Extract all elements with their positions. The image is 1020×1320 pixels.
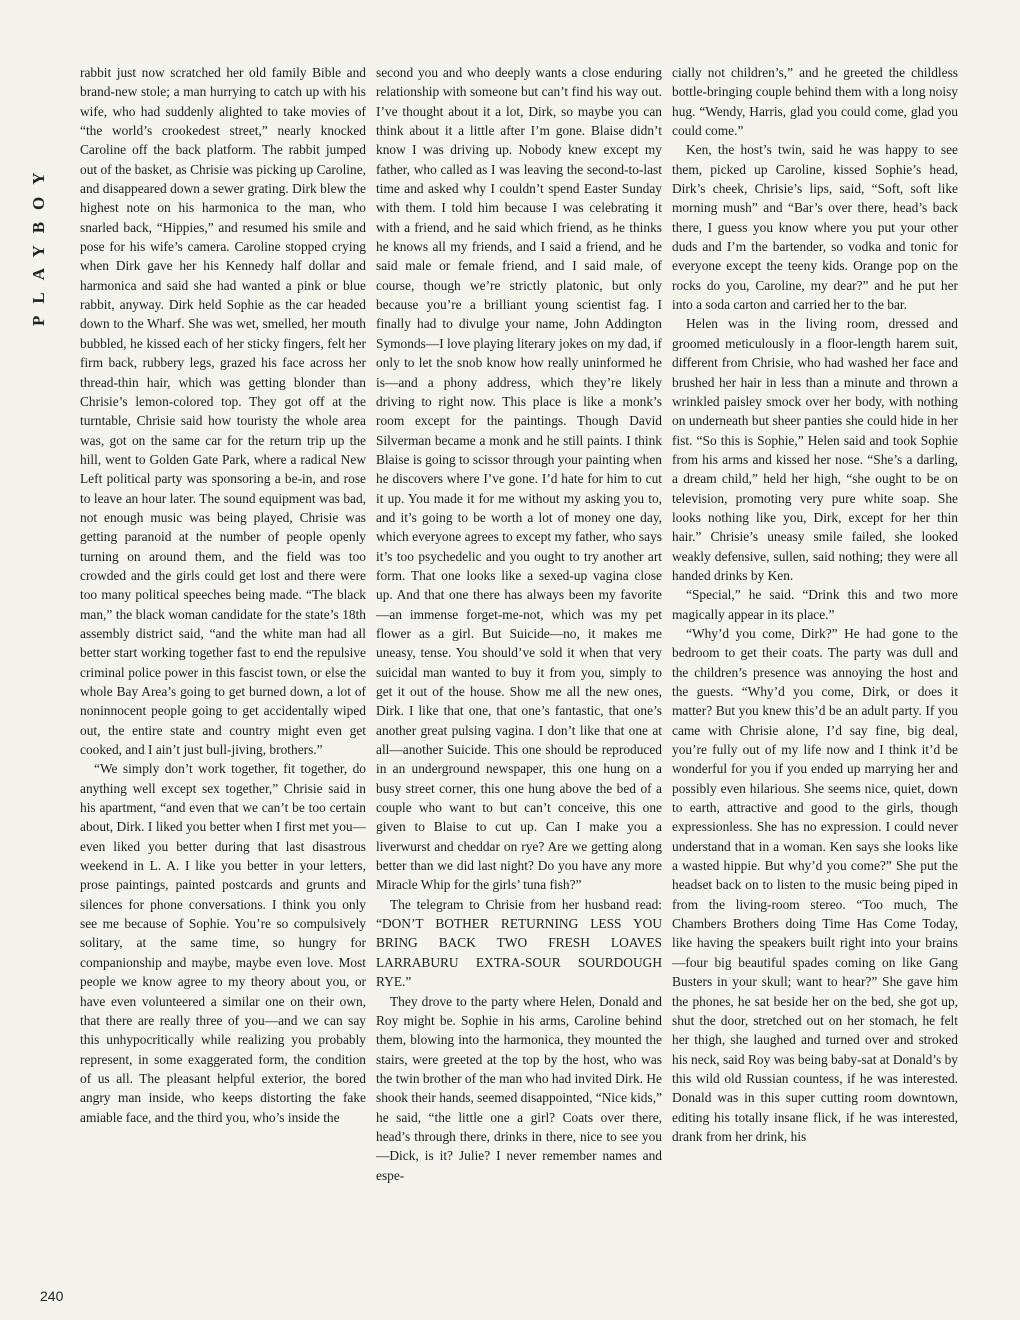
- paragraph: second you and who deeply wants a close enduring relationship with someone but can’t find his way out. I’ve thought about it a lot, Dirk, so maybe you can think about it a little after I’m gone. Blaise didn’t know I was driving up. Nobody knew except my father, who called as I was leaving the second-to-last time and asked why I couldn’t spend Easter Sunday with them. I told him because I was celebrating it with a friend, and he said which friend, as he thinks he knows all my friends, and I said a friend, and he said male or female friend, and I said male, of course, though we’re strictly platonic, but only because you’re a brilliant young scientist fag. I finally had to divulge your name, John Addington Symonds—I love playing literary jokes on my dad, if only to let the snob know how really uninformed he is—and a phony address, which they’re likely driving to right now. This place is like a monk’s room except for the paintings. Though David Silverman became a monk and he still paints. I think Blaise is going to scissor through your painting when he discovers where I’ve gone. I’d hate for him to cut it up. You made it for me without my asking you to, and it’s going to be worth a lot of money one day, which everyone agrees to except my father, who says it’s too psychedelic and you ought to try another art form. That one looks like a sexed-up vagina close up. And that one there has always been my favorite—an immense forget-me-not, which was my pet flower as a girl. But Suicide—no, it makes me uneasy, tense. You should’ve sold it when that very suicidal man wanted to buy it from you, simply to get it out of the house. Show me all the new ones, Dirk. I like that one, that one’s fantastic, that one’s another great pulsing vagina. I don’t like that one at all—another Suicide. This one should be reproduced in an underground newspaper, this one hung on a busy street corner, this one hung above the bed of a couple who want to but can’t conceive, this one given to Blaise to cut up. Can I make you a liverwurst and cheddar on rye? Are we getting along better than we did last night? Do you have any more Miracle Whip for the girls’ tuna fish?”: [376, 65, 662, 893]
- paragraph: The telegram to Chrisie from her husband read: “DON’T BOTHER RETURNING LESS YOU BRING BACK TWO FRESH LOAVES LARRABURU EXTRA-SOUR SOURDOUGH RYE.”: [376, 896, 662, 990]
- text-column-1: [80, 63, 366, 1303]
- paragraph: “Why’d you come, Dirk?” He had gone to the bedroom to get their coats. The party was dull and the children’s presence was annoying the host and the guests. “Why’d you come, Dirk, or does it matter? But you knew this’d be an adult party. If you came with Chrisie alone, I’d say fine, big deal, you’re fully out of my life now and I think it’d be wonderful for you if you ended up marrying her and possibly even hilarious. She seems nice, quiet, down to earth, attractive and good to the girls, though expressionless. She has no expression. I could never understand that in a woman. Ken says she looks like a wasted hippie. But why’d you come?” She put the headset back on to listen to the music being piped in from the living-room stereo. “Too much, The Chambers Brothers doing Time Has Come Today, like having the speakers built right into your brains—four big beautiful spades coming on like Gang Busters in your skull; want to hear?” She gave him the phones, he sat beside her on the bed, she got up, shut the door, stretched out on her stomach, he felt her thigh, she laughed and turned over and stroked his neck, said Roy was being baby-sat at Donald’s by this wild old Russian countess, if he was interested. Donald was in this super cutting room downtown, editing his totally insane flick, if he was interested, drank from her drink, his: [672, 625, 958, 1144]
- text-column-2: [376, 63, 662, 1303]
- paragraph: cially not children’s,” and he greeted the childless bottle-bringing couple behind them with a long noisy hug. “Wendy, Harris, glad you could come, glad you could come.”: [672, 65, 958, 139]
- paragraph: rabbit just now scratched her old family Bible and brand-new stole; a man hurrying to catch up with his wife, who had suddenly alighted to take movies of “the world’s crookedest street,” nearly knocked Caroline off the back platform. The rabbit jumped out of the basket, as Chrisie was picking up Caroline, and disappeared down a sewer grating. Dirk blew the highest note on his harmonica to the man, who snarled back, “Hippies,” and resumed his smile and pose for his wife’s camera. Caroline stopped crying when Dirk gave her his Kennedy half dollar and harmonica and said she had wanted a pink or blue rabbit, anyway. Dirk held Sophie as the car headed down to the Wharf. She was wet, smelled, her mouth bubbled, he kissed each of her sticky fingers, felt her firm back, rubbery legs, grazed his face across her thread-thin hair, which was getting blonder than Chrisie’s lemon-colored top. They got off at the turntable, Chrisie said how touristy the whole area was, got on the same car for the return trip up the hill, went to Golden Gate Park, where a radical New Left political party was sponsoring a be-in, and rose to leave an hour later. The sound equipment was bad, not enough music was being played, Chrisie was getting paranoid at the number of people openly turning on around them, and the field was too crowded and the girls could get lost and there were too many political speeches being made. “The black man,” the black woman candidate for the state’s 18th assembly district said, “and the white man had all better start working together fast to end the repulsive criminal police power in this fascist town, or else the whole Bay Area’s going to get burned down, a lot of noninnocent people going to get accidentally wiped out, the entire state and country might even get cooked, and I ain’t just bull-jiving, brothers.”: [80, 65, 366, 758]
- paragraph: Helen was in the living room, dressed and groomed meticulously in a floor-length harem suit, different from Chrisie, who had washed her face and brushed her hair in less than a minute and thrown a wrinkled paisley smock over her body, with nothing on underneath but sheer panties she could hide in her fist. “So this is Sophie,” Helen said and took Sophie from his arms and kissed her nose. “She’s a darling, a dream child,” held her high, “she ought to be on television, promoting very pure white soap. She looks nothing like you, Dirk, except for her thin hair.” Chrisie’s uneasy smile failed, she looked weakly defensive, sullen, said nothing; they were all handed drinks by Ken.: [672, 316, 958, 583]
- paragraph: “We simply don’t work together, fit together, do anything well except sex together,” Chrisie said in his apartment, “and even that we can’t be too certain about, Dirk. I liked you better when I first met you—even liked you better during that last disastrous weekend in L. A. I like you better in your letters, prose paintings, painted postcards and grunts and silences for phone conversations. I think you only see me because of Sophie. You’re so compulsively solitary, at the same time, so hungry for companionship and maybe, maybe even love. Most people we know agree to my theory about you, or have even volunteered a similar one on their own, that there are really three of you—and we can say this unhypocritically while realizing you probably represent, in some exaggerated form, the condition of us all. The pleasant helpful exterior, the bored angry man inside, who keeps distorting the fake amiable face, and the third you, who’s inside the: [80, 761, 366, 1125]
- page-number: 240: [40, 1288, 64, 1304]
- paragraph: Ken, the host’s twin, said he was happy to see them, picked up Caroline, kissed Sophie’s head, Dirk’s cheek, Chrisie’s lips, said, “Soft, soft like morning mush” and “Bar’s over there, head’s back there, I guess you know where you put your other duds and I’m the bartender, so vodka and tonic for everyone except the teeny kids. Orange pop on the rocks do you, Caroline, my dear?” and he put her into a soda carton and carried her to the bar.: [672, 142, 958, 313]
- paragraph: “Special,” he said. “Drink this and two more magically appear in its place.”: [672, 587, 958, 622]
- masthead: PLAYBOY: [29, 160, 48, 326]
- paragraph: They drove to the party where Helen, Donald and Roy might be. Sophie in his arms, Caroline behind them, blowing into the harmonica, they mounted the stairs, were greeted at the top by the host, who was the twin brother of the man who had invited Dirk. He shook their hands, seemed disappointed, “Nice kids,” he said, “the little one a girl? Coats over there, head’s through there, drinks in there, nice to see you—Dick, is it? Julie? I never remember names and espe-: [376, 993, 662, 1183]
- text-column-3: [672, 63, 958, 1303]
